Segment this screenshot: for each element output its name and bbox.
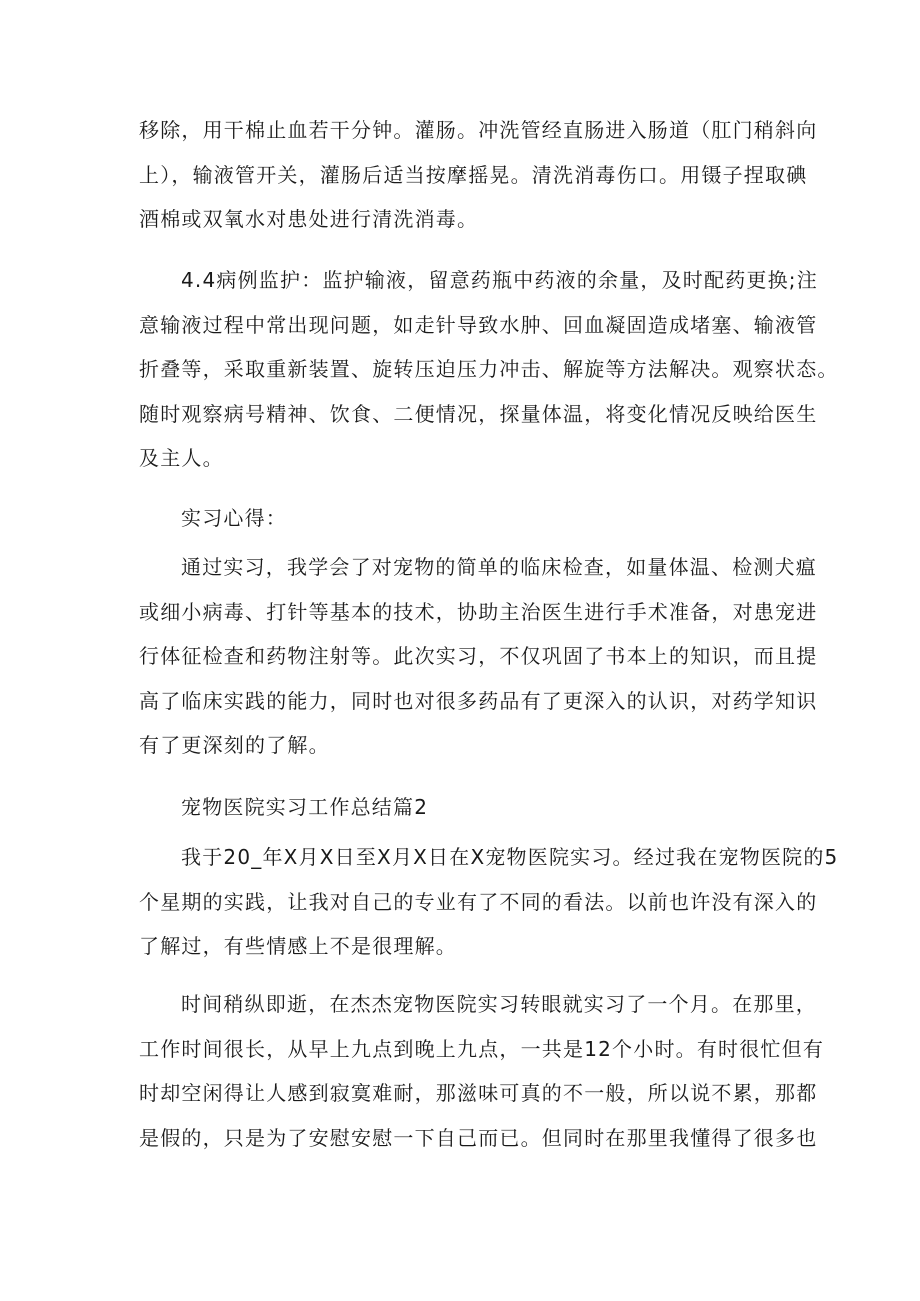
text-line: 是假的，只是为了安慰安慰一下自己而已。但同时在那里我懂得了很多也 [139, 1125, 818, 1150]
heading-internship-reflection [139, 496, 789, 541]
text-line: 折叠等，采取重新装置、旋转压迫压力冲击、解旋等方法解决。观察状态。 [139, 357, 839, 381]
text-line: 高了临床实践的能力，同时也对很多药品有了更深入的认识，对药学知识 [139, 688, 818, 713]
text-line: 通过实习，我学会了对宠物的简单的临床检查，如量体温、检测犬瘟 [181, 555, 817, 579]
paragraph-case-monitoring [139, 258, 839, 481]
text-line: 上），输液管开关，灌肠后适当按摩摇晃。清洗消毒伤口。用镊子捏取碘 [139, 162, 808, 187]
text-line: 我于20_年X月X日至X月X日在X宠物医院实习。经过我在宠物医院的5 [181, 845, 839, 869]
text-line: 了解过，有些情感上不是很理解。 [139, 934, 457, 958]
text-line: 或细小病毒、打针等基本的技术，协助主治医生进行手术准备，对患宠进 [139, 599, 818, 624]
text-line: 有了更深刻的了解。 [139, 733, 330, 757]
paragraph-internship-intro [139, 835, 839, 969]
paragraph-internship-learning [139, 545, 818, 768]
text-line: 意输液过程中常出现问题，如走针导致水肿、回血凝固造成堵塞、输液管 [139, 312, 818, 337]
text-line: 个星期的实践，让我对自己的专业有了不同的看法。以前也许没有深入的 [139, 889, 818, 914]
text-line: 及主人。 [139, 446, 224, 470]
text-line: 酒棉或双氧水对患处进行清洗消毒。 [139, 207, 479, 231]
section-heading: 实习心得： [181, 506, 287, 530]
text-line: 移除，用干棉止血若干分钟。灌肠。冲洗管经直肠进入肠道（肛门稍斜向 [139, 118, 818, 142]
section-heading: 宠物医院实习工作总结篇2 [181, 795, 429, 819]
paragraph-time-flies [139, 982, 825, 1160]
text-line: 时间稍纵即逝，在杰杰宠物医院实习转眼就实习了一个月。在那里， [181, 992, 817, 1016]
text-line: 行体征检查和药物注射等。此次实习，不仅巩固了书本上的知识，而且提 [139, 644, 818, 668]
paragraph-enema-cleaning [139, 108, 818, 242]
text-line: 随时观察病号精神、饮食、二便情况，探量体温，将变化情况反映给医生 [139, 401, 818, 426]
text-line: 时却空闲得让人感到寂寞难耐，那滋味可真的不一般，所以说不累，那都 [139, 1081, 818, 1105]
text-line: 工作时间很长，从早上九点到晚上九点，一共是12个小时。有时很忙但有 [139, 1036, 825, 1061]
text-line: 4.4病例监护：监护输液，留意药瓶中药液的余量，及时配药更换;注 [181, 268, 818, 292]
heading-summary-part-2 [139, 785, 789, 830]
